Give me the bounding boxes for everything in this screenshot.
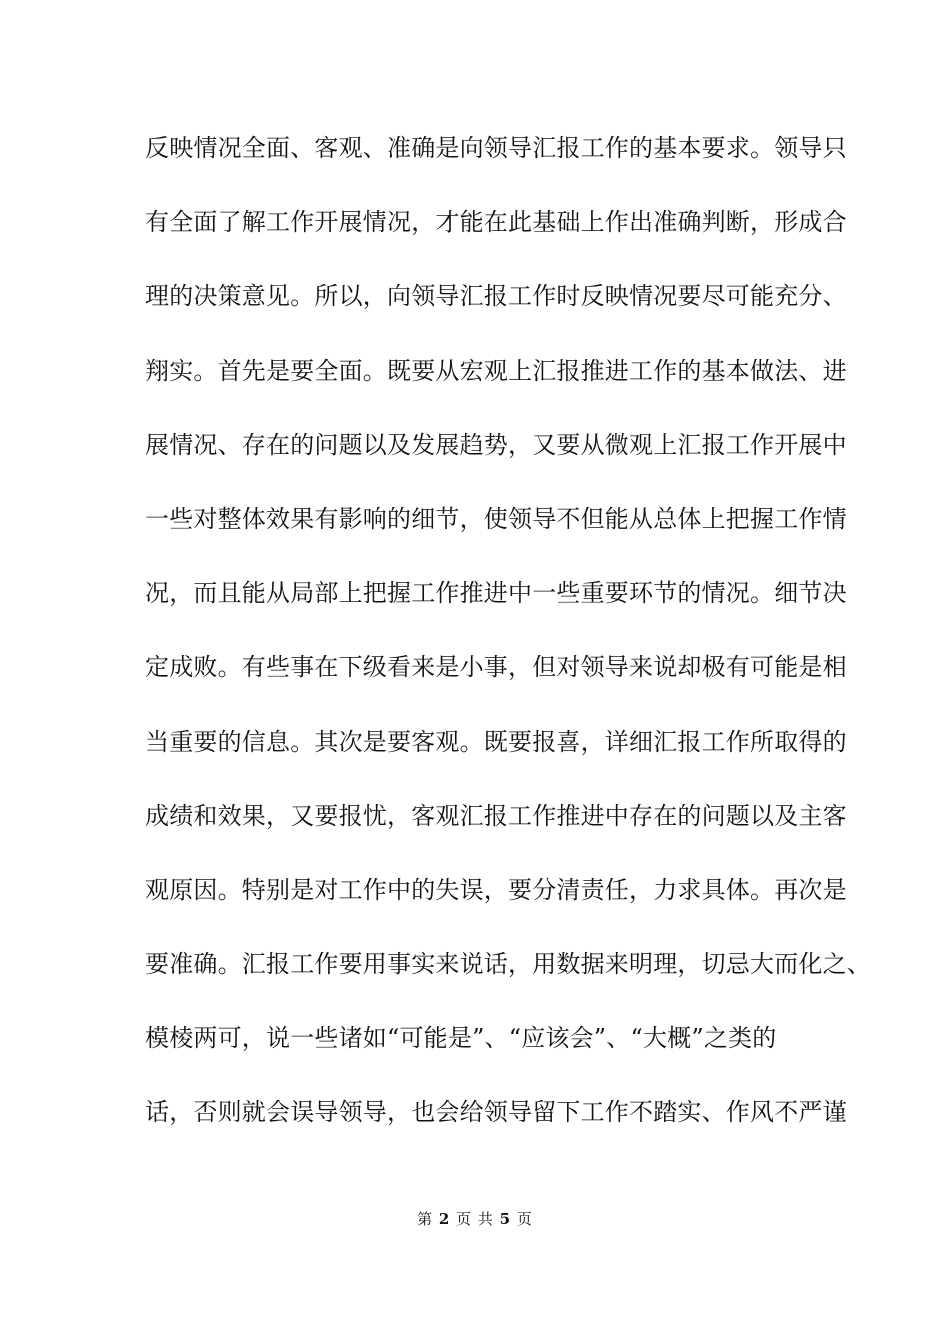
text-line: 模棱两可，说一些诸如“可能是”、“应该会”、“大概”之类的 xyxy=(145,1024,777,1053)
body-text xyxy=(145,133,871,1172)
text-line: 一些对整体效果有影响的细节，使领导不但能从总体上把握工作情 xyxy=(145,504,847,533)
footer-suffix: 页 xyxy=(516,1210,533,1228)
text-line: 定成败。有些事在下级看来是小事，但对领导来说却极有可能是相 xyxy=(145,653,847,682)
text-line: 话，否则就会误导领导，也会给领导留下工作不踏实、作风不严谨 xyxy=(145,1098,847,1127)
text-line: 要准确。汇报工作要用事实来说话，用数据来明理，切忌大而化之、 xyxy=(145,950,871,979)
text-line: 反映情况全面、客观、准确是向领导汇报工作的基本要求。领导只 xyxy=(145,134,847,162)
total-pages-number: 5 xyxy=(499,1210,512,1228)
text-line: 当重要的信息。其次是要客观。既要报喜，详细汇报工作所取得的 xyxy=(145,727,847,756)
page-footer xyxy=(0,1208,950,1229)
text-line: 观原因。特别是对工作中的失误，要分清责任，力求具体。再次是 xyxy=(145,875,847,904)
text-line: 理的决策意见。所以，向领导汇报工作时反映情况要尽可能充分、 xyxy=(145,282,847,311)
footer-middle: 页 共 xyxy=(456,1210,494,1228)
text-line: 翔实。首先是要全面。既要从宏观上汇报推进工作的基本做法、进 xyxy=(145,356,847,385)
footer-prefix: 第 xyxy=(417,1210,434,1228)
current-page-number: 2 xyxy=(438,1210,451,1228)
text-line: 有全面了解工作开展情况，才能在此基础上作出准确判断，形成合 xyxy=(145,208,847,237)
text-line: 况，而且能从局部上把握工作推进中一些重要环节的情况。细节决 xyxy=(145,579,847,608)
text-line: 成绩和效果，又要报忧，客观汇报工作推进中存在的问题以及主客 xyxy=(145,801,847,830)
text-line: 展情况、存在的问题以及发展趋势，又要从微观上汇报工作开展中 xyxy=(145,430,847,459)
